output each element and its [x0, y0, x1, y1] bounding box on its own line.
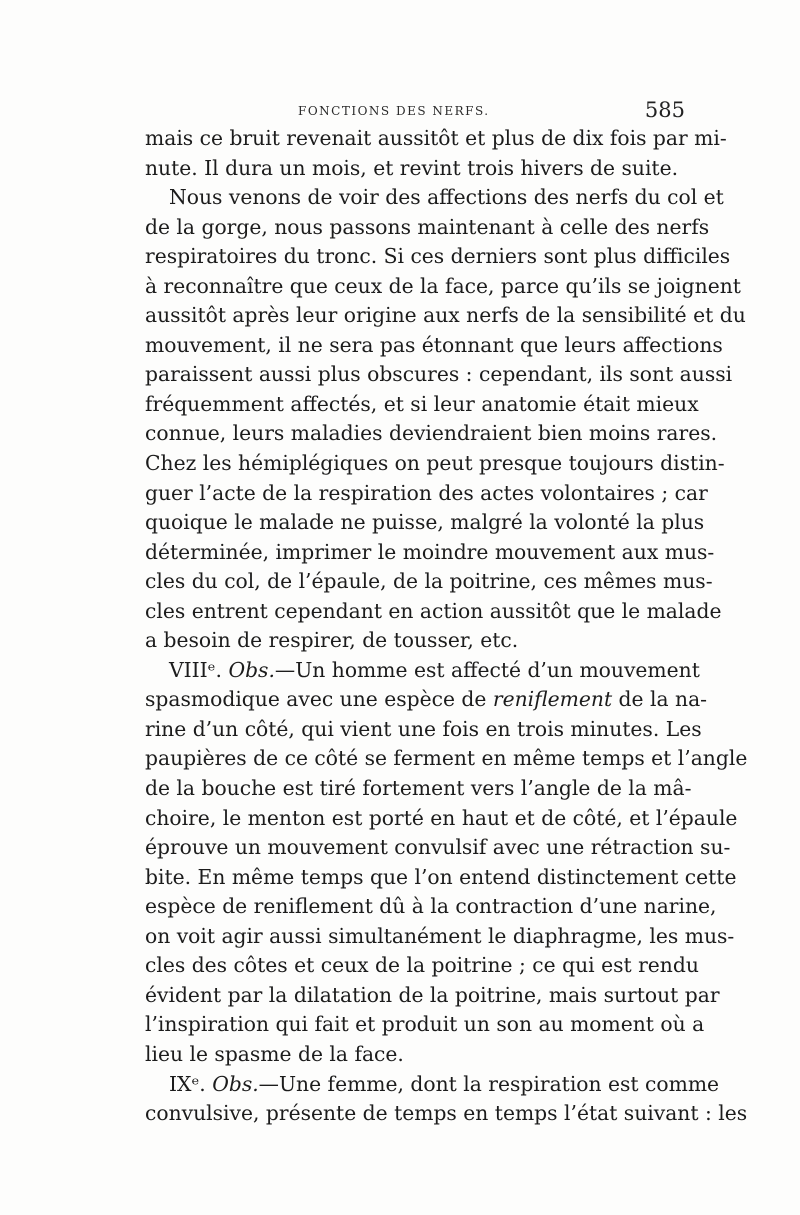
text-line: quoique le malade ne puisse, malgré la volonté la plus	[145, 510, 705, 535]
text-line: a besoin de respirer, de tousser, etc.	[145, 628, 519, 653]
text-line: bite. En même temps que l’on entend distinctement cette	[145, 864, 737, 889]
text-line: éprouve un mouvement convulsif avec une rétraction su-	[145, 835, 731, 860]
text-line: connue, leurs maladies deviendraient bien moins rares.	[145, 421, 718, 446]
text-line: nute. Il dura un mois, et revint trois hivers de suite.	[145, 155, 679, 180]
text-line: cles entrent cependant en action aussitôt que le malade	[145, 598, 722, 623]
body-text	[145, 124, 748, 1129]
text-line: mais ce bruit revenait aussitôt et plus de dix fois par mi-	[145, 126, 727, 150]
text-line: rine d’un côté, qui vient une fois en trois minutes. Les	[145, 716, 702, 741]
bottom-margin	[0, 1080, 800, 1215]
text-line: l’inspiration qui fait et produit un son au moment où a	[145, 1012, 705, 1037]
page-number: 585	[644, 98, 685, 122]
observation-number: IXᵉ.	[169, 1071, 213, 1096]
line-text: —Une femme, dont la respiration est comme	[258, 1071, 720, 1096]
text-line: de la gorge, nous passons maintenant à celle des nerfs	[145, 214, 710, 239]
text-line: respiratoires du tronc. Si ces derniers sont plus difficiles	[145, 244, 731, 269]
text-line: espèce de reniflement dû à la contraction d’une narine,	[145, 894, 717, 919]
text-line: paupières de ce côté se ferment en même temps et l’angle	[145, 746, 748, 771]
text-line: Chez les hémiplégiques on peut presque toujours distin-	[145, 451, 725, 476]
text-line: fréquemment affectés, et si leur anatomie était mieux	[145, 391, 699, 416]
text-line: Nous venons de voir des affections des nerfs du col et	[169, 185, 724, 210]
text-line: on voit agir aussi simultanément le diaphragme, les mus-	[145, 923, 735, 948]
text-line: cles du col, de l’épaule, de la poitrine, ces mêmes mus-	[145, 569, 713, 594]
text-line	[145, 656, 700, 686]
text-line: aussitôt après leur origine aux nerfs de la sensibilité et du	[145, 303, 746, 328]
text-line: lieu le spasme de la face.	[145, 1041, 404, 1066]
text-line: à reconnaître que ceux de la face, parce qu’ils se joignent	[145, 273, 741, 298]
observation-label: Obs.	[228, 657, 275, 682]
text-line: guer l’acte de la respiration des actes volontaires ; car	[145, 480, 708, 505]
text-line: choire, le menton est porté en haut et de côté, et l’épaule	[145, 805, 738, 830]
text-line: de la bouche est tiré fortement vers l’angle de la mâ-	[145, 776, 692, 801]
line-text: —Un homme est affecté d’un mouvement	[274, 657, 700, 682]
observation-number: VIIIᵉ.	[169, 657, 229, 682]
text-line: évident par la dilatation de la poitrine, mais surtout par	[145, 982, 720, 1007]
text-line: paraissent aussi plus obscures : cependant, ils sont aussi	[145, 362, 733, 387]
running-title: FONCTIONS DES NERFS.	[298, 104, 490, 118]
text-line	[145, 685, 708, 715]
line-text: de la na-	[612, 687, 708, 712]
text-line: cles des côtes et ceux de la poitrine ; ce qui est rendu	[145, 953, 699, 978]
text-line: convulsive, présente de temps en temps l’état suivant : les	[145, 1101, 748, 1126]
text-line: mouvement, il ne sera pas étonnant que leurs affections	[145, 332, 723, 357]
observation-label: Obs.	[212, 1071, 259, 1096]
line-text: spasmodique avec une espèce de	[145, 687, 493, 712]
emphasized-term: reniflement	[492, 687, 613, 712]
text-line: déterminée, imprimer le moindre mouvement aux mus-	[145, 539, 715, 564]
